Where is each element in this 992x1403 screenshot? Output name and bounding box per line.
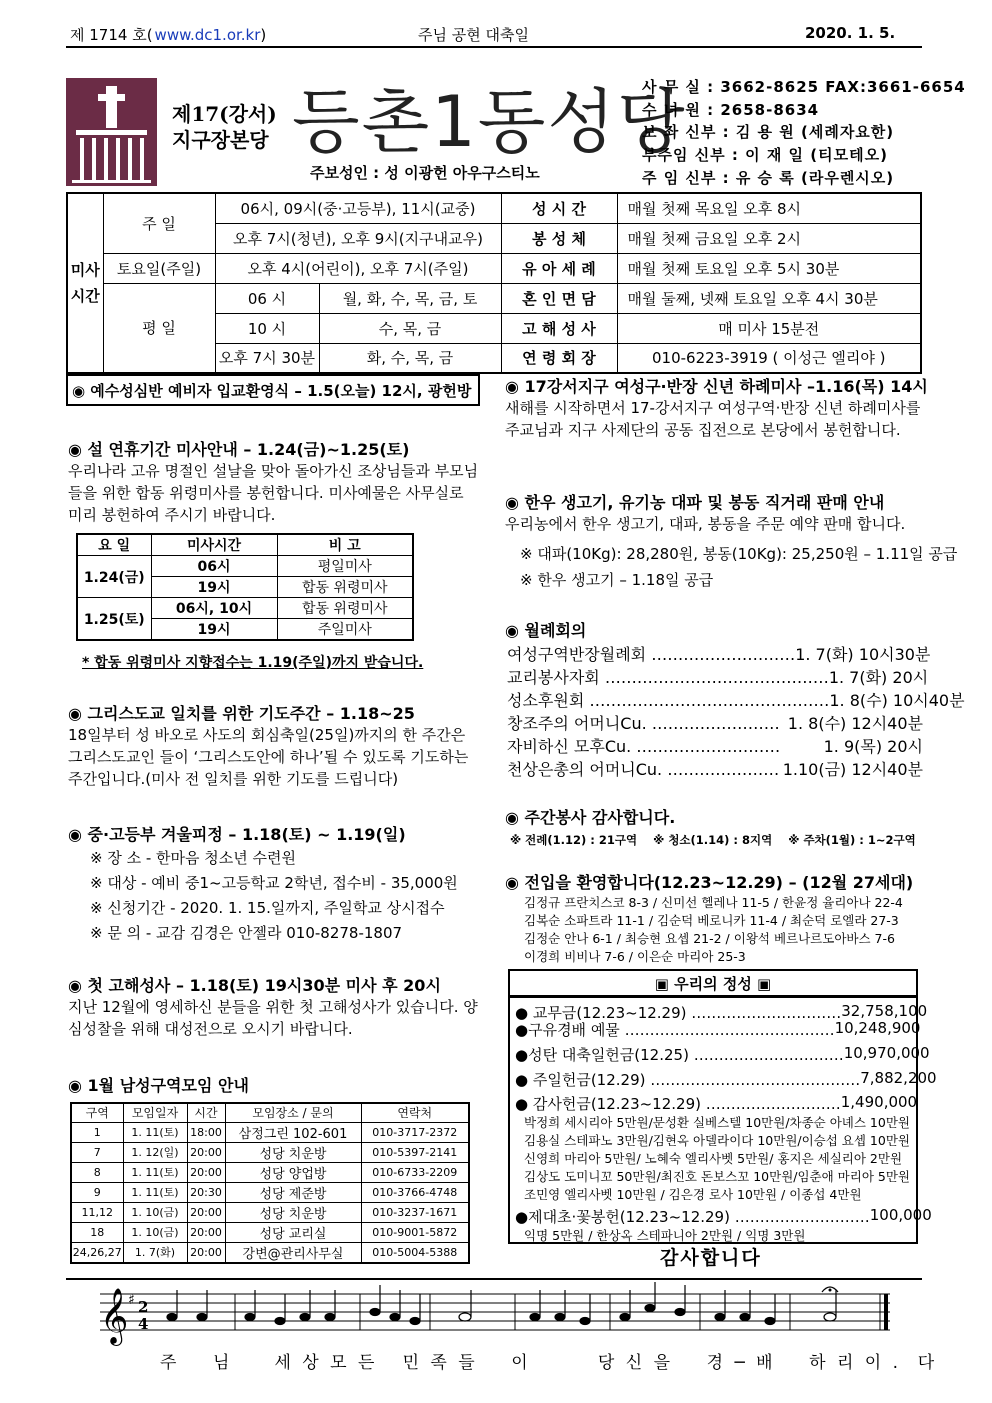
weekly-service-heading: ◉ 주간봉사 감사합니다. [505,808,676,827]
table-cell: 성당 제준방 [225,1182,361,1202]
retreat-heading: ◉ 중·고등부 겨울피정 – 1.18(토) ~ 1.19(일) [68,825,406,844]
music-staff [90,1282,910,1348]
table-header: 모임장소 / 문의 [225,1103,361,1122]
district-meeting-heading: ◉ 1월 남성구역모임 안내 [68,1076,249,1095]
offering-title: ▣ 우리의 정성 ▣ [654,975,772,993]
issue-date: 2020. 1. 5. [805,24,896,42]
district-meeting-table [70,1102,470,1264]
schedule-key: 연 령 회 장 [501,343,617,373]
table-cell: 1 [71,1122,123,1142]
table-cell: 1. 10(금) [123,1222,187,1242]
donor-line: 익명 5만원 / 한상옥 스테파니아 2만원 / 익명 3만원 [524,1228,806,1243]
schedule-value: 매월 둘째, 넷째 토요일 오후 4시 30분 [617,283,921,313]
welcome-heading: ◉ 전입을 환영합니다(12.23~12.29) – (12월 27세대) [505,873,914,892]
table-cell: 합동 위령미사 [277,577,413,598]
welcome-line: 김정순 안나 6-1 / 최승현 요셉 21-2 / 이왕석 베르나르도아바스 7-6 [524,931,895,946]
offering-row: ● 감사헌금(12.23~12.29) ……………………… 1,490,000 [515,1093,918,1113]
sunday-times-1: 06시, 09시(중·고등부), 11시(교중) [215,193,501,223]
retreat-line: ※ 문 의 - 교감 김경은 안젤라 010-8278-1807 [90,924,403,942]
confession-heading: ◉ 첫 고해성사 – 1.18(토) 19시30분 미사 후 20시 [68,976,441,995]
top-divider [66,46,922,48]
table-cell: 20:00 [187,1202,225,1222]
table-cell: 9 [71,1182,123,1202]
saturday-times: 오후 4시(어린이), 오후 7시(주일) [215,253,501,283]
bottom-divider [66,1278,922,1280]
table-cell: 20:30 [187,1182,225,1202]
donor-line: 김상도 도미니꼬 50만원/최진호 돈보스꼬 10만원/임춘애 마리아 5만원 [524,1169,910,1184]
church-title: 등촌1동성당 [292,81,687,163]
table-cell: 1.25(토) [77,598,151,641]
table-cell: 24,26,27 [71,1242,123,1263]
weekday-time: 06 시 [215,283,319,313]
offering-row: ● 교무금(12.23~12.29) ………………………… 32,758,100 [515,1002,928,1022]
table-cell: 06시, 10시 [151,598,277,619]
table-header: 모임일자 [123,1103,187,1122]
table-cell: 010-5004-5388 [361,1242,469,1263]
district-mass-heading: ◉ 17강서지구 여성구·반장 신년 하례미사 –1.16(목) 14시 [505,377,928,396]
table-cell: 합동 위령미사 [277,598,413,619]
patron-saint: 주보성인 : 성 이광헌 아우구스티노 [310,164,540,182]
retreat-line: ※ 장 소 - 한마음 청소년 수련원 [90,849,296,867]
donor-line: 박정희 세시리아 5만원/문성환 실베스텔 10만원/차종순 아녜스 10만원 [524,1115,910,1130]
table-cell: 18:00 [187,1122,225,1142]
table-cell: 삼정그린 102-601 [225,1122,361,1142]
table-header: 구역 [71,1103,123,1122]
table-cell: 1. 12(일) [123,1142,187,1162]
newyear-mass-table [76,533,414,641]
table-cell: 18 [71,1222,123,1242]
table-cell: 19시 [151,577,277,598]
website-link[interactable]: www.dc1.or.kr [154,26,261,44]
retreat-line: ※ 대상 - 예비 중1~고등학교 2학년, 접수비 - 35,000원 [90,874,458,892]
table-cell: 성당 치운방 [225,1202,361,1222]
thanks-text: 감사합니다 [660,1247,762,1269]
meeting-row: 교리봉사자회 …………………………………… 1. 7(화) 20시 [507,668,929,687]
meeting-row: 자비하신 모후Cu. ……………………… 1. 9(목) 20시 [507,737,923,756]
feast-name: 주님 공현 대축일 [418,26,529,44]
weekday-time: 10 시 [215,313,319,343]
weekday-label: 평 일 [103,283,215,373]
retreat-line: ※ 신청기간 - 2020. 1. 15.일까지, 주일학교 상시접수 [90,899,445,917]
weekday-time: 오후 7시 30분 [215,343,319,373]
table-cell: 1. 11(토) [123,1122,187,1142]
unity-heading: ◉ 그리스도교 일치를 위한 기도주간 – 1.18~25 [68,704,415,723]
table-cell: 010-9001-5872 [361,1222,469,1242]
table-cell: 20:00 [187,1142,225,1162]
table-cell: 1. 10(금) [123,1202,187,1222]
table-cell: 20:00 [187,1222,225,1242]
welcome-line: 이경희 비비나 7-6 / 이은순 마리아 25-3 [524,949,746,964]
beef-sale-item: ※ 대파(10Kg): 28,280원, 봉동(10Kg): 25,250원 – 1.11일 공급 [520,545,958,563]
sunday-label: 주 일 [103,193,215,253]
table-cell: 010-5397-2141 [361,1142,469,1162]
table-cell: 11,12 [71,1202,123,1222]
schedule-key: 혼 인 면 담 [501,283,617,313]
donor-line: 조민영 엘리사벳 10만원 / 김은경 로사 10만원 / 이종섭 4만원 [524,1187,862,1202]
welcome-line: 김복순 소파트라 11-1 / 김순덕 베로니카 11-4 / 최순덕 로엘라 27-3 [524,913,899,928]
svg-text:2: 2 [138,1298,149,1316]
schedule-key: 유 아 세 례 [501,253,617,283]
weekday-days: 월, 화, 수, 목, 금, 토 [319,283,501,313]
table-cell: 1.24(금) [77,556,151,598]
table-cell: 010-3766-4748 [361,1182,469,1202]
pastor: 주 임 신부 : 유 승 록 (라우렌시오) [642,169,895,187]
table-cell: 1. 7(화) [123,1242,187,1263]
district-label: 제17(강서) 지구장본당 [172,102,277,152]
svg-text:4: 4 [138,1315,149,1333]
lunar-newyear-text: 우리나라 고유 명절인 설날을 맞아 돌아가신 조상님들과 부모님들을 위한 합동 위령미사를 봉헌합니다. 미사예물은 사무실로 미리 봉헌하여 주시기 바랍니다. [68,462,479,524]
table-cell: 성당 치운방 [225,1142,361,1162]
donor-line: 김용실 스테파노 3만원/김현옥 아델라이다 10만원/이승섭 요셉 10만원 [524,1133,910,1148]
table-header: 시간 [187,1103,225,1122]
table-cell: 주일미사 [277,619,413,641]
weekday-days: 수, 목, 금 [319,313,501,343]
schedule-value: 매 미사 15분전 [617,313,921,343]
schedule-value: 010-6223-3919 ( 이성근 엘리야 ) [617,343,921,373]
offering-row: ●구유경배 예물 …………………………………… 10,248,900 [515,1019,921,1039]
table-cell: 성당 교리실 [225,1222,361,1242]
mass-side-label: 미사시간 [67,193,103,373]
hymn-lyrics: 주 님 세 상 모 든 민 족 들 이 당 신 을 경 ─ 배 하 리 이 . 다 [160,1353,938,1373]
assistant-priest: 보 좌 신부 : 김 용 원 (세례자요한) [642,123,895,141]
office-phone: 사 무 실 : 3662-8625 FAX:3661-6654 [642,78,966,96]
table-header: 비 고 [277,534,413,556]
district-mass-text: 새해를 시작하면서 17-강서지구 여성구역·반장 신년 하례미사를 주교님과 지구 사제단의 공동 집전으로 본당에서 봉헌합니다. [505,399,921,439]
confession-text: 지난 12월에 영세하신 분들을 위한 첫 고해성사가 있습니다. 양심성찰을 위해 대성전으로 오시기 바랍니다. [68,998,478,1038]
monthly-meeting-heading: ◉ 월례회의 [505,621,587,640]
table-cell: 1. 11(토) [123,1182,187,1202]
table-cell: 20:00 [187,1162,225,1182]
beef-sale-text: 우리농에서 한우 생고기, 대파, 봉동을 주문 예약 판매 합니다. [505,515,906,533]
table-cell: 010-6733-2209 [361,1162,469,1182]
beef-sale-heading: ◉ 한우 생고기, 유기농 대파 및 봉동 직거래 판매 안내 [505,493,885,512]
weekday-days: 화, 수, 목, 금 [319,343,501,373]
table-cell: 성당 양업방 [225,1162,361,1182]
catechumen-heading: ◉ 예수성심반 예비자 입교환영식 – 1.5(오늘) 12시, 광헌방 [72,382,472,400]
schedule-key: 고 해 성 사 [501,313,617,343]
sunday-times-2: 오후 7시(청년), 오후 9시(지구내교우) [215,223,501,253]
table-cell: 06시 [151,556,277,577]
issue-number: 제 1714 호( www.dc1.or.kr) [70,26,267,44]
table-header: 미사시간 [151,534,277,556]
table-header: 연락처 [361,1103,469,1122]
newyear-note: * 합동 위령미사 지향접수는 1.19(주일)까지 받습니다. [82,655,424,671]
table-cell: 20:00 [187,1242,225,1263]
mass-schedule-table [66,192,922,374]
saturday-label: 토요일(주일) [103,253,215,283]
offering-row: ●제대초·꽃봉헌(12.23~12.29) ……………………… 100,000 [515,1206,932,1226]
svg-text:𝄞: 𝄞 [100,1288,129,1344]
meeting-row: 성소후원회 ……………………………………… 1. 8(수) 10시40분 [507,691,965,710]
table-cell: 8 [71,1162,123,1182]
schedule-value: 매월 첫째 목요일 오후 8시 [617,193,921,223]
church-icon [66,78,157,186]
beef-sale-item: ※ 한우 생고기 – 1.18일 공급 [520,571,714,589]
unity-text: 18일부터 성 바오로 사도의 회심축일(25일)까지의 한 주간은 그리스도교인 들이 ‘그리스도안에 하나’될 수 있도록 기도하는 주간입니다.(미사 전 일치를 위한 기도를 드립니다) [68,726,469,788]
schedule-value: 매월 첫째 토요일 오후 5시 30분 [617,253,921,283]
table-header: 요 일 [77,534,151,556]
donor-line: 신영희 마리아 5만원/ 노혜숙 엘리사벳 5만원/ 홍지은 세실리아 2만원 [524,1151,903,1166]
convent-phone: 수 녀 원 : 2658-8634 [642,101,820,119]
church-logo [66,78,157,186]
schedule-value: 매월 첫째 금요일 오후 2시 [617,223,921,253]
offering-row: ●성탄 대축일헌금(12.25) ………………………… 10,970,000 [515,1044,930,1064]
welcome-line: 김정규 프란치스코 8-3 / 신미선 헬레나 11-5 / 한윤정 율리아나 22-4 [524,895,903,910]
lunar-newyear-heading: ◉ 설 연휴기간 미사안내 – 1.24(금)~1.25(토) [68,440,410,459]
offering-row: ● 주일헌금(12.29) …………………………………… 7,882,200 [515,1069,937,1089]
vice-pastor: 부주임 신부 : 이 재 일 (티모테오) [642,146,888,164]
meeting-row: 여성구역반장월례회 ……………………… 1. 7(화) 10시30분 [507,645,931,664]
table-cell: 7 [71,1142,123,1162]
schedule-key: 봉 성 체 [501,223,617,253]
table-cell: 강변@관리사무실 [225,1242,361,1263]
schedule-key: 성 시 간 [501,193,617,223]
table-cell: 1. 11(토) [123,1162,187,1182]
table-cell: 010-3717-2372 [361,1122,469,1142]
weekly-service-text: ※ 전례(1.12) : 21구역 ※ 청소(1.14) : 8지역 ※ 주차(1월) : 1~2구역 [510,833,916,847]
table-cell: 19시 [151,619,277,641]
svg-text:♯: ♯ [128,1292,135,1308]
meeting-row: 천상은총의 어머니Cu. ………………… 1.10(금) 12시40분 [507,760,923,779]
meeting-row: 창조주의 어머니Cu. …………………… 1. 8(수) 12시40분 [507,714,923,733]
table-cell: 010-3237-1671 [361,1202,469,1222]
table-cell: 평일미사 [277,556,413,577]
